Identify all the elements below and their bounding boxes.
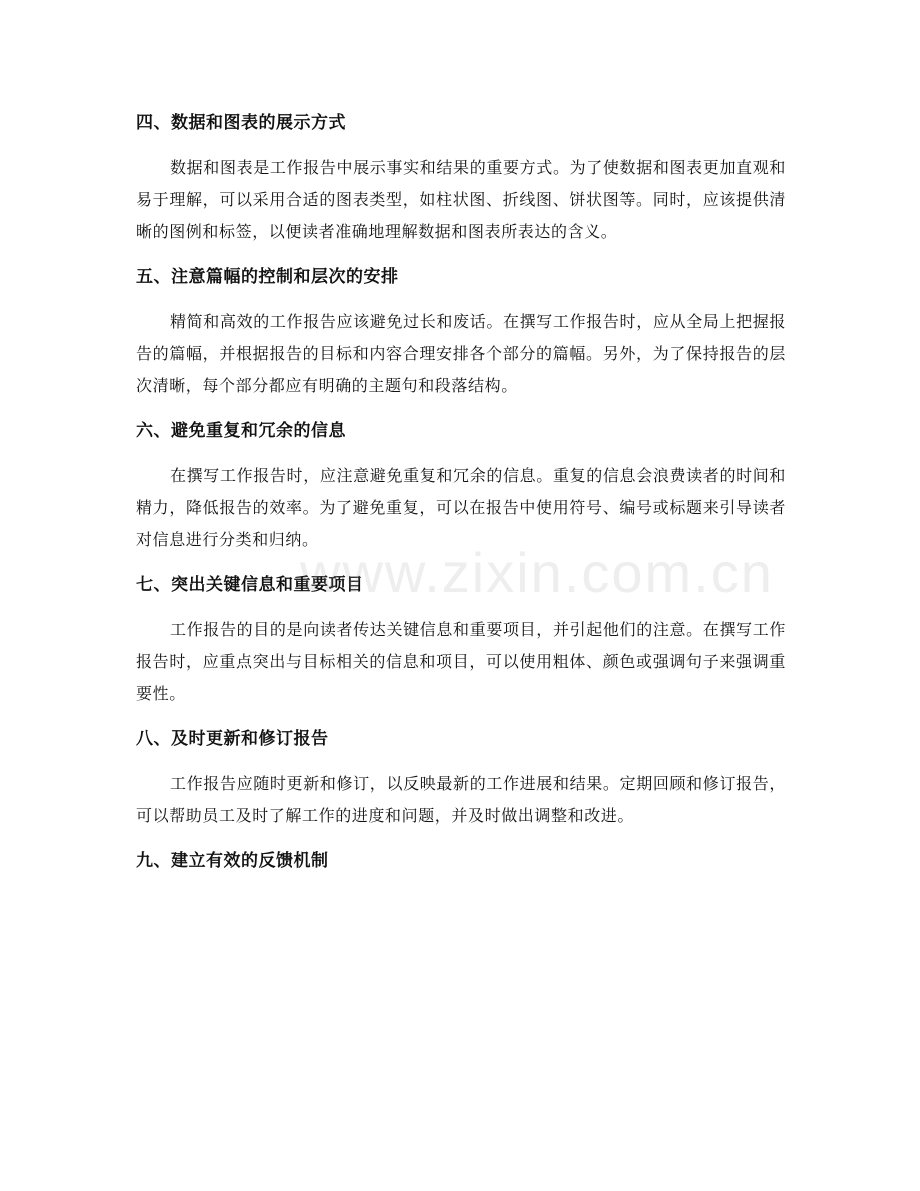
section-paragraph: 数据和图表是工作报告中展示事实和结果的重要方式。为了使数据和图表更加直观和易于理解，可以采用合适的图表类型，如柱状图、折线图、饼状图等。同时，应该提供清晰的图例和标签，以便读者准确地理解数据和图表所表达的含义。 [136, 158, 786, 241]
section-6 [136, 416, 786, 556]
document-content [136, 108, 786, 890]
section-7 [136, 570, 786, 710]
section-4 [136, 108, 786, 248]
section-heading: 七、突出关键信息和重要项目 [136, 575, 364, 595]
section-heading: 九、建立有效的反馈机制 [136, 851, 329, 871]
section-8 [136, 724, 786, 832]
section-paragraph: 工作报告的目的是向读者传达关键信息和重要项目，并引起他们的注意。在撰写工作报告时，应重点突出与目标相关的信息和项目，可以使用粗体、颜色或强调句子来强调重要性。 [136, 620, 786, 703]
section-paragraph: 在撰写工作报告时，应注意避免重复和冗余的信息。重复的信息会浪费读者的时间和精力，降低报告的效率。为了避免重复，可以在报告中使用符号、编号或标题来引导读者对信息进行分类和归纳。 [136, 466, 786, 549]
section-5 [136, 262, 786, 402]
watermark: www.zixin.com.cn [300, 541, 774, 604]
section-heading: 四、数据和图表的展示方式 [136, 113, 346, 133]
section-paragraph: 精简和高效的工作报告应该避免过长和废话。在撰写工作报告时，应从全局上把握报告的篇幅，并根据报告的目标和内容合理安排各个部分的篇幅。另外，为了保持报告的层次清晰，每个部分都应有明确的主题句和段落结构。 [136, 312, 786, 395]
section-paragraph: 工作报告应随时更新和修订，以反映最新的工作进展和结果。定期回顾和修订报告，可以帮助员工及时了解工作的进度和问题，并及时做出调整和改进。 [136, 774, 786, 825]
section-heading: 五、注意篇幅的控制和层次的安排 [136, 267, 399, 287]
section-heading: 八、及时更新和修订报告 [136, 729, 329, 749]
section-9 [136, 846, 786, 876]
section-heading: 六、避免重复和冗余的信息 [136, 421, 346, 441]
